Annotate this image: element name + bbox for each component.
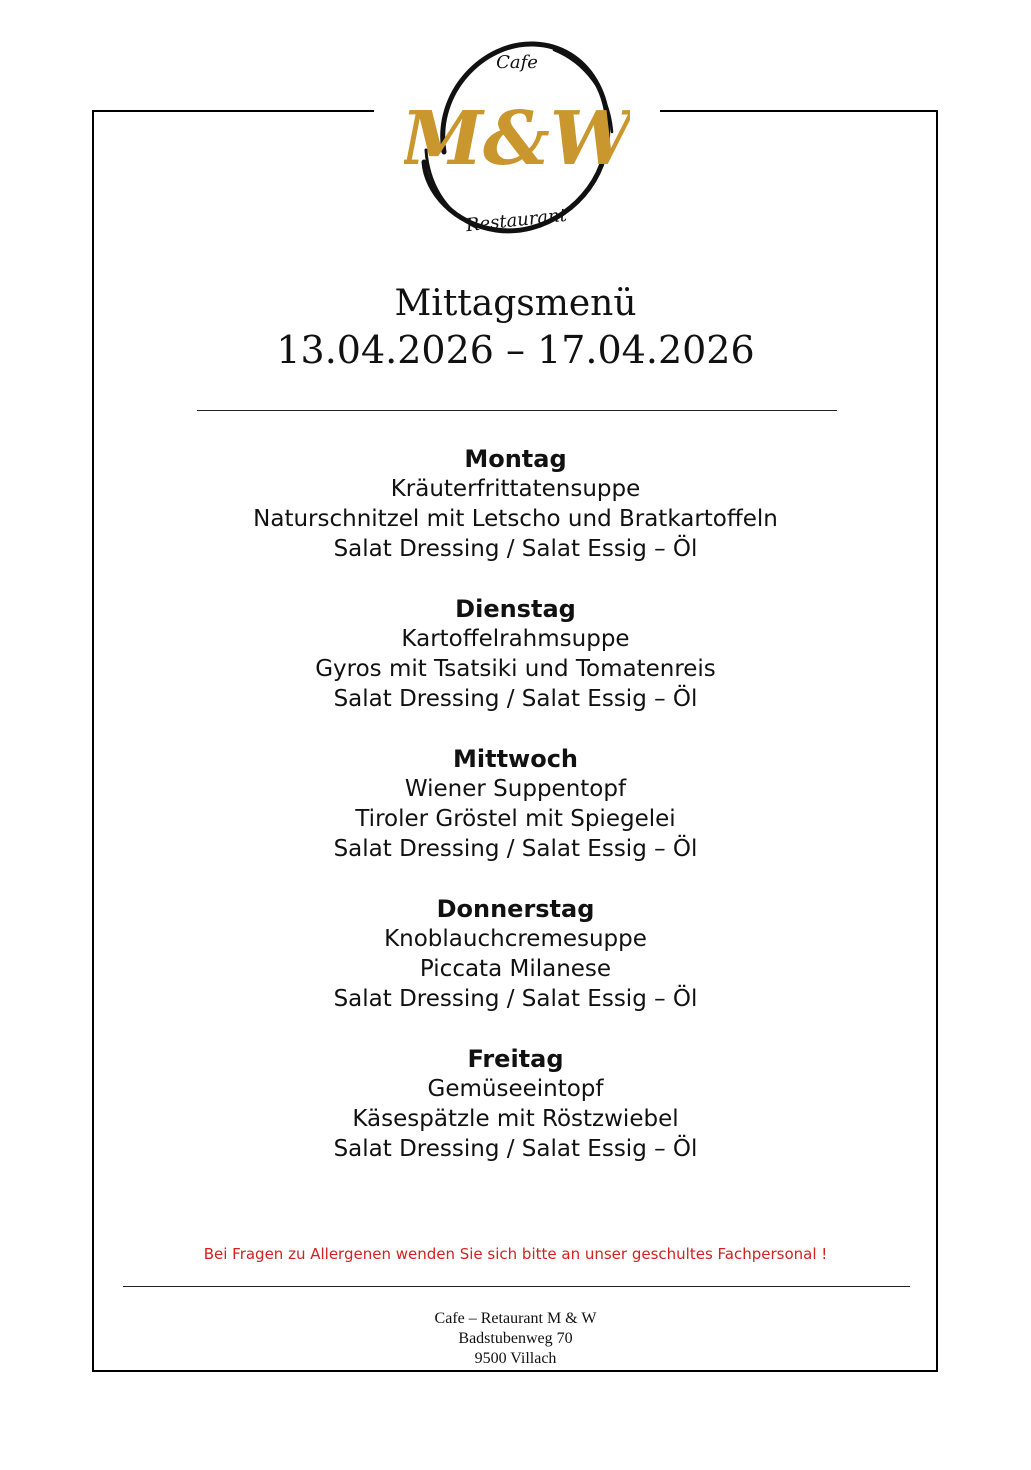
date-range: 13.04.2026 – 17.04.2026 xyxy=(276,328,755,372)
main-dish: Piccata Milanese xyxy=(419,956,612,982)
soup: Wiener Suppentopf xyxy=(404,776,627,802)
salad: Salat Dressing / Salat Essig – Öl xyxy=(333,686,698,712)
footer-city: 9500 Villach xyxy=(474,1350,557,1367)
menu-title: Mittagsmenü xyxy=(394,283,637,324)
day-wednesday xyxy=(0,744,1031,894)
day-name: Dienstag xyxy=(455,595,576,623)
salad: Salat Dressing / Salat Essig – Öl xyxy=(333,536,698,562)
day-monday xyxy=(0,444,1031,594)
day-name: Mittwoch xyxy=(452,745,579,773)
main-dish: Gyros mit Tsatsiki und Tomatenreis xyxy=(315,656,716,682)
restaurant-logo xyxy=(404,32,630,246)
logo-restaurant-text: Restaurant xyxy=(465,204,568,237)
day-name: Freitag xyxy=(467,1045,564,1073)
logo-cafe-text: Cafe xyxy=(496,52,538,73)
salad: Salat Dressing / Salat Essig – Öl xyxy=(333,836,698,862)
day-friday xyxy=(0,1044,1031,1194)
main-dish: Tiroler Gröstel mit Spiegelei xyxy=(355,806,676,832)
allergen-notice: Bei Fragen zu Allergenen wenden Sie sich bitte an unser geschultes Fachpersonal ! xyxy=(203,1245,828,1263)
day-name: Donnerstag xyxy=(436,895,595,923)
footer-divider xyxy=(123,1286,910,1287)
weekly-menu xyxy=(0,444,1031,1194)
footer-name: Cafe – Retaurant M & W xyxy=(434,1310,597,1327)
logo-monogram: M&W xyxy=(404,96,630,182)
salad: Salat Dressing / Salat Essig – Öl xyxy=(333,1136,698,1162)
footer-address xyxy=(0,1309,1031,1369)
soup: Gemüseeintopf xyxy=(427,1076,604,1102)
soup: Knoblauchcremesuppe xyxy=(384,926,647,952)
main-dish: Naturschnitzel mit Letscho und Bratkartoffeln xyxy=(253,506,778,532)
divider xyxy=(197,410,837,411)
day-thursday xyxy=(0,894,1031,1044)
day-tuesday xyxy=(0,594,1031,744)
soup: Kartoffelrahmsuppe xyxy=(401,626,630,652)
soup: Kräuterfrittatensuppe xyxy=(390,476,641,502)
main-dish: Käsespätzle mit Röstzwiebel xyxy=(352,1106,679,1132)
footer-street: Badstubenweg 70 xyxy=(458,1330,573,1347)
salad: Salat Dressing / Salat Essig – Öl xyxy=(333,986,698,1012)
day-name: Montag xyxy=(464,445,567,473)
